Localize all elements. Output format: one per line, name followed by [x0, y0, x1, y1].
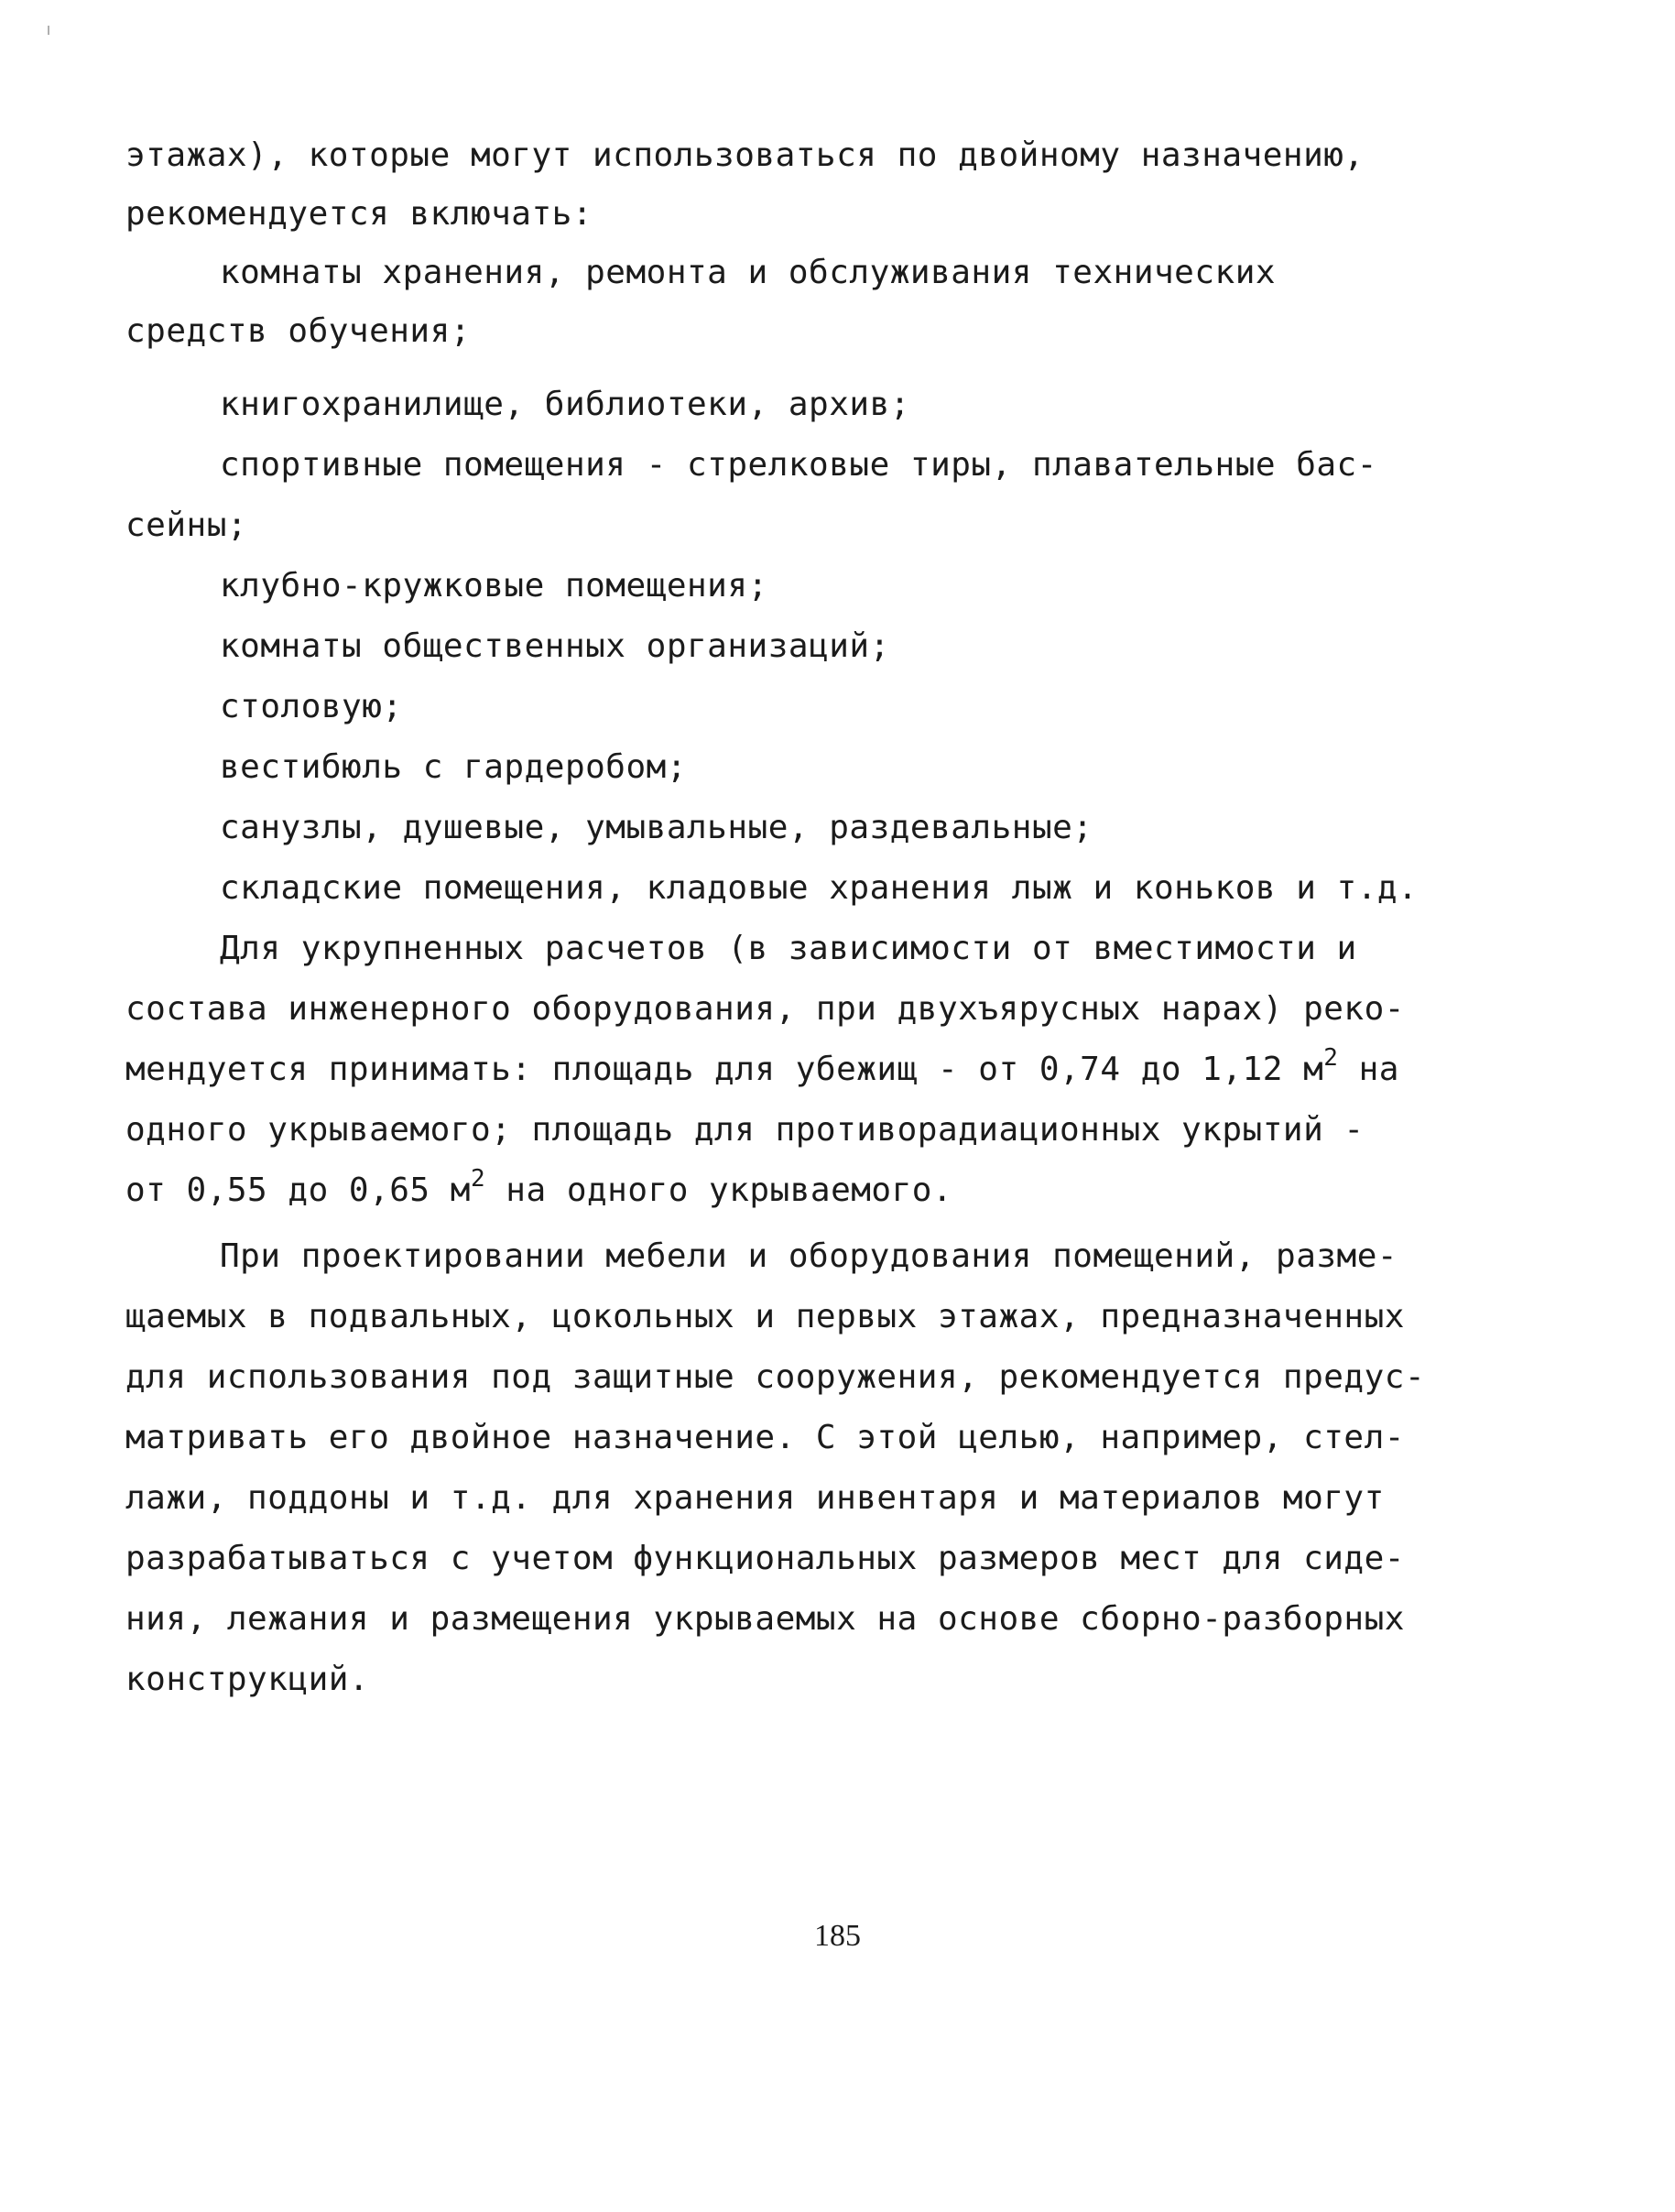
list-item: комнаты хранения, ремонта и обслуживания технических — [220, 254, 1277, 291]
line-text-tail: на одного укрываемого. — [485, 1171, 953, 1209]
line-text-tail: на — [1338, 1051, 1399, 1088]
paragraph-line: лажи, поддоны и т.д. для хранения инвентаря и материалов могут — [125, 1479, 1385, 1517]
superscript: 2 — [470, 1165, 486, 1193]
list-item: комнаты общественных организаций; — [220, 627, 890, 665]
paragraph-line: конструкций. — [125, 1661, 370, 1698]
paragraph-line: щаемых в подвальных, цокольных и первых этажах, предназначенных — [125, 1298, 1405, 1335]
superscript: 2 — [1323, 1044, 1339, 1072]
list-item: столовую; — [220, 688, 403, 725]
paragraph-line: При проектировании мебели и оборудования помещений, разме- — [220, 1237, 1398, 1275]
list-item: складские помещения, кладовые хранения лыж и коньков и т.д. — [220, 869, 1419, 907]
scan-artifact-mark — [48, 26, 49, 35]
list-item: вестибюль с гардеробом; — [220, 748, 687, 786]
text-line: средств обучения; — [125, 312, 471, 350]
paragraph-line: разрабатываться с учетом функциональных размеров мест для сиде- — [125, 1540, 1405, 1577]
list-item: санузлы, душевые, умывальные, раздевальные; — [220, 809, 1093, 846]
list-item: книгохранилище, библиотеки, архив; — [220, 386, 910, 423]
paragraph-line: матривать его двойное назначение. С этой целью, например, стел- — [125, 1419, 1405, 1456]
list-item: клубно-кружковые помещения; — [220, 567, 768, 605]
paragraph-line: для использования под защитные сооружения, рекомендуется предус- — [125, 1358, 1426, 1396]
paragraph-line: одного укрываемого; площадь для противорадиационных укрытий - — [125, 1111, 1365, 1149]
paragraph-line — [125, 1165, 953, 1211]
text-line: этажах), которые могут использоваться по двойному назначению, — [125, 136, 1365, 174]
line-text: от 0,55 до 0,65 м — [125, 1171, 471, 1209]
paragraph-line: состава инженерного оборудования, при двухъярусных нарах) реко- — [125, 990, 1405, 1028]
text-line: сейны; — [125, 507, 248, 544]
paragraph-line — [125, 1044, 1399, 1090]
paragraph-line: Для укрупненных расчетов (в зависимости от вместимости и — [220, 930, 1357, 967]
line-text: мендуется принимать: площадь для убежищ - от 0,74 до 1,12 м — [125, 1051, 1324, 1088]
list-item: спортивные помещения - стрелковые тиры, плавательные бас- — [220, 446, 1377, 484]
page-number: 185 — [814, 1919, 861, 1953]
paragraph-line: ния, лежания и размещения укрываемых на основе сборно-разборных — [125, 1600, 1405, 1638]
text-line: рекомендуется включать: — [125, 195, 593, 233]
